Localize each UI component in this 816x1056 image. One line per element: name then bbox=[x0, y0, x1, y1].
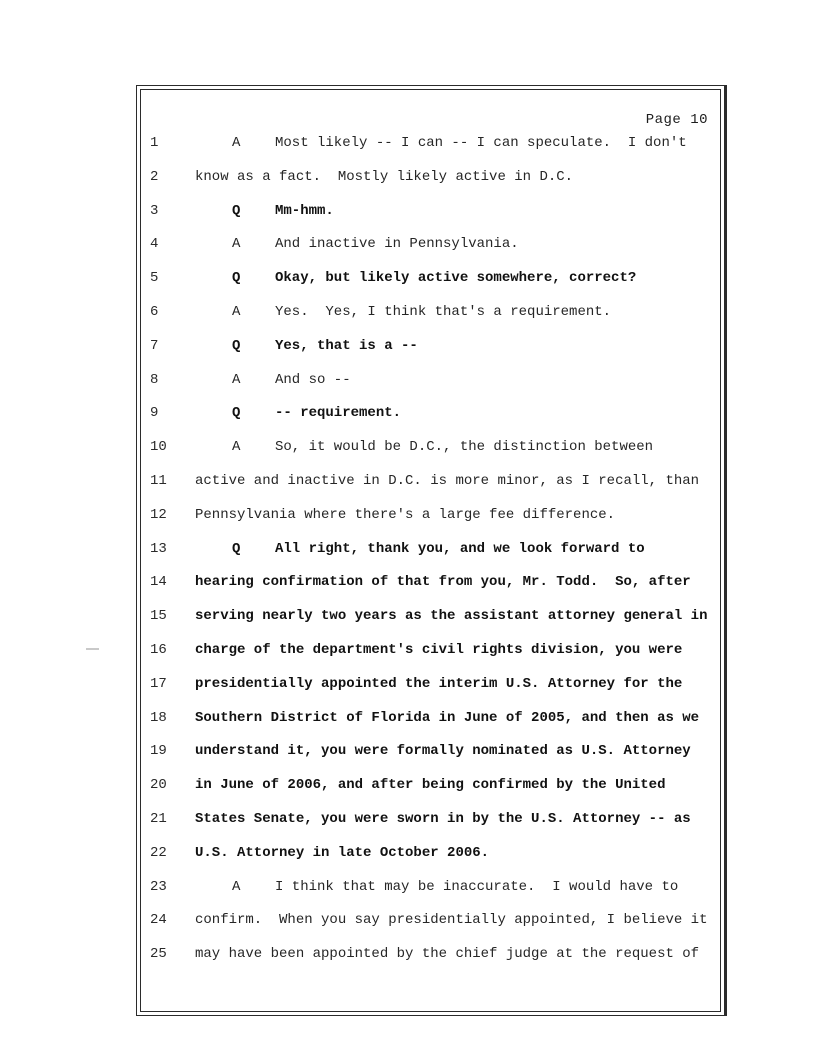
line-number: 17 bbox=[150, 675, 167, 692]
speaker-label: Q bbox=[232, 270, 241, 287]
speaker-label: Q bbox=[232, 405, 241, 422]
line-number: 21 bbox=[150, 810, 167, 827]
line-text bbox=[195, 440, 720, 455]
line-text bbox=[195, 677, 720, 692]
transcript-line bbox=[141, 508, 720, 542]
line-content: Yes. Yes, I think that's a requirement. bbox=[275, 303, 612, 320]
line-text bbox=[195, 947, 720, 962]
transcript-line bbox=[141, 474, 720, 508]
line-text bbox=[195, 373, 720, 388]
line-text bbox=[195, 812, 720, 827]
speaker-label: Q bbox=[232, 540, 241, 557]
transcript-line bbox=[141, 947, 720, 981]
line-text bbox=[195, 778, 720, 793]
line-text bbox=[195, 305, 720, 320]
line-text bbox=[195, 271, 720, 286]
line-content: know as a fact. Mostly likely active in D.C. bbox=[195, 168, 574, 185]
transcript-line bbox=[141, 880, 720, 914]
transcript-line bbox=[141, 136, 720, 170]
line-content: Southern District of Florida in June of 2005, and then as we bbox=[195, 709, 700, 726]
line-number: 25 bbox=[150, 946, 167, 963]
line-content: So, it would be D.C., the distinction between bbox=[275, 439, 654, 456]
transcript-line bbox=[141, 237, 720, 271]
line-number: 23 bbox=[150, 878, 167, 895]
line-number: 6 bbox=[150, 303, 159, 320]
transcript-line bbox=[141, 913, 720, 947]
line-content: I think that may be inaccurate. I would have to bbox=[275, 878, 679, 895]
speaker-label: Q bbox=[232, 202, 241, 219]
speaker-label: A bbox=[232, 135, 241, 151]
line-text bbox=[195, 880, 720, 895]
transcript-line bbox=[141, 170, 720, 204]
line-content: U.S. Attorney in late October 2006. bbox=[195, 844, 490, 861]
line-content: Mm-hmm. bbox=[275, 202, 334, 219]
line-text bbox=[195, 339, 720, 354]
line-number: 12 bbox=[150, 506, 167, 523]
line-content: in June of 2006, and after being confirmed by the United bbox=[195, 777, 666, 794]
transcript-line bbox=[141, 204, 720, 238]
line-number: 8 bbox=[150, 371, 159, 388]
transcript-line bbox=[141, 406, 720, 440]
line-number: 24 bbox=[150, 912, 167, 929]
line-content: understand it, you were formally nominated as U.S. Attorney bbox=[195, 743, 691, 760]
line-text bbox=[195, 204, 720, 219]
line-content: may have been appointed by the chief judge at the request of bbox=[195, 946, 700, 963]
transcript-line bbox=[141, 609, 720, 643]
transcript-line bbox=[141, 744, 720, 778]
speaker-label: A bbox=[232, 236, 241, 253]
line-text bbox=[195, 913, 720, 928]
transcript-line bbox=[141, 575, 720, 609]
line-number: 16 bbox=[150, 641, 167, 658]
transcript-line bbox=[141, 305, 720, 339]
line-content: States Senate, you were sworn in by the U.S. Attorney -- as bbox=[195, 810, 691, 827]
transcript-page-inner-border bbox=[140, 89, 721, 1012]
transcript-line bbox=[141, 711, 720, 745]
line-text bbox=[195, 237, 720, 252]
line-text bbox=[195, 711, 720, 726]
line-number: 14 bbox=[150, 574, 167, 591]
line-number: 2 bbox=[150, 168, 159, 185]
transcript-line bbox=[141, 812, 720, 846]
line-text bbox=[195, 542, 720, 557]
line-text bbox=[195, 846, 720, 861]
line-text bbox=[195, 643, 720, 658]
line-number: 5 bbox=[150, 270, 159, 287]
transcript-line bbox=[141, 440, 720, 474]
line-number: 11 bbox=[150, 472, 167, 489]
line-content: -- requirement. bbox=[275, 405, 402, 422]
transcript-line bbox=[141, 846, 720, 880]
line-text bbox=[195, 508, 720, 523]
speaker-label: A bbox=[232, 439, 241, 456]
line-content: charge of the department's civil rights division, you were bbox=[195, 641, 683, 658]
speaker-label: A bbox=[232, 371, 241, 388]
transcript-line bbox=[141, 373, 720, 407]
line-content: And inactive in Pennsylvania. bbox=[275, 236, 519, 253]
line-content: Yes, that is a -- bbox=[275, 337, 418, 354]
line-text bbox=[195, 744, 720, 759]
line-text bbox=[195, 170, 720, 185]
line-content: Okay, but likely active somewhere, correct? bbox=[275, 270, 637, 287]
line-number: 18 bbox=[150, 709, 167, 726]
line-content: Most likely -- I can -- I can speculate. I don't bbox=[275, 135, 687, 151]
line-content: presidentially appointed the interim U.S. Attorney for the bbox=[195, 675, 683, 692]
speaker-label: A bbox=[232, 303, 241, 320]
line-content: confirm. When you say presidentially appointed, I believe it bbox=[195, 912, 708, 929]
page-number-label: Page 10 bbox=[645, 112, 708, 128]
line-number: 7 bbox=[150, 337, 159, 354]
line-content: serving nearly two years as the assistant attorney general in bbox=[195, 608, 708, 625]
scan-artifact-line bbox=[86, 648, 99, 650]
line-content: Pennsylvania where there's a large fee difference. bbox=[195, 506, 616, 523]
line-content: hearing confirmation of that from you, Mr. Todd. So, after bbox=[195, 574, 691, 591]
line-text bbox=[195, 474, 720, 489]
line-number: 4 bbox=[150, 236, 159, 253]
transcript-line bbox=[141, 677, 720, 711]
line-number: 13 bbox=[150, 540, 167, 557]
line-text bbox=[195, 575, 720, 590]
line-number: 22 bbox=[150, 844, 167, 861]
speaker-label: Q bbox=[232, 337, 241, 354]
speaker-label: A bbox=[232, 878, 241, 895]
line-number: 1 bbox=[150, 135, 159, 151]
line-text bbox=[195, 609, 720, 624]
transcript-lines bbox=[141, 136, 720, 981]
line-number: 20 bbox=[150, 777, 167, 794]
transcript-line bbox=[141, 339, 720, 373]
line-number: 15 bbox=[150, 608, 167, 625]
transcript-line bbox=[141, 778, 720, 812]
line-number: 10 bbox=[150, 439, 167, 456]
line-text bbox=[195, 406, 720, 421]
line-text bbox=[195, 136, 720, 151]
line-number: 3 bbox=[150, 202, 159, 219]
line-number: 19 bbox=[150, 743, 167, 760]
line-content: active and inactive in D.C. is more minor, as I recall, than bbox=[195, 472, 700, 489]
line-content: And so -- bbox=[275, 371, 351, 388]
transcript-line bbox=[141, 542, 720, 576]
transcript-page-border bbox=[136, 85, 727, 1016]
line-number: 9 bbox=[150, 405, 159, 422]
transcript-line bbox=[141, 271, 720, 305]
line-content: All right, thank you, and we look forward to bbox=[275, 540, 645, 557]
transcript-line bbox=[141, 643, 720, 677]
